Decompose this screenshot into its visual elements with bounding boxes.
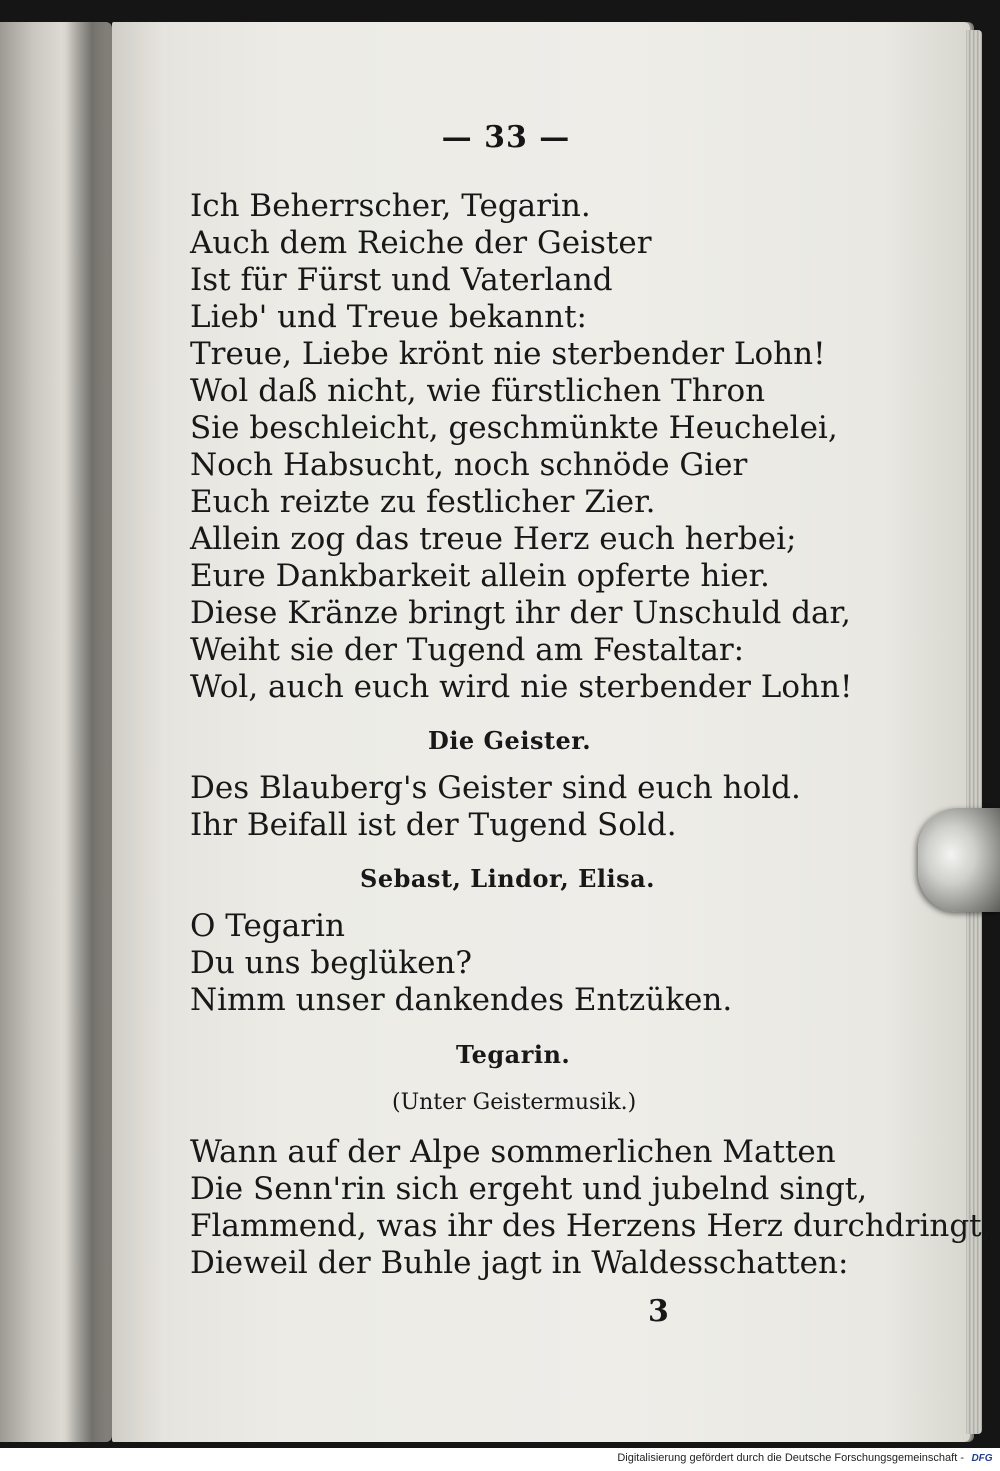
verse-line: Diese Kränze bringt ihr der Unschuld dar, <box>190 595 851 631</box>
verse-line: Wann auf der Alpe sommerlichen Matten <box>190 1134 836 1170</box>
footer-bar <box>0 1448 1000 1471</box>
verse-line: Nimm unser dankendes Entzüken. <box>190 982 733 1018</box>
verse-line: Noch Habsucht, noch schnöde Gier <box>190 447 748 483</box>
verse-line: Des Blauberg's Geister sind euch hold. <box>190 770 801 806</box>
verse-line: Euch reizte zu festlicher Zier. <box>190 484 656 520</box>
speaker-heading-geister: Die Geister. <box>428 726 592 755</box>
speaker-heading-tegarin: Tegarin. <box>456 1040 571 1069</box>
verse-line: Auch dem Reiche der Geister <box>190 225 652 261</box>
verse-line: Wol, auch euch wird nie sterbender Lohn! <box>190 669 853 705</box>
verse-line: O Tegarin <box>190 908 345 944</box>
signature-mark: 3 <box>648 1294 669 1329</box>
verse-line: Ist für Fürst und Vaterland <box>190 262 613 298</box>
verse-line: Wol daß nicht, wie fürstlichen Thron <box>190 373 766 409</box>
dfg-logo: DFG <box>971 1453 993 1464</box>
verse-line: Ich Beherrscher, Tegarin. <box>190 188 591 224</box>
verse-line: Ihr Beifall ist der Tugend Sold. <box>190 807 677 843</box>
speaker-heading-trio: Sebast, Lindor, Elisa. <box>360 864 656 893</box>
verse-line: Treue, Liebe krönt nie sterbender Lohn! <box>190 336 826 372</box>
stage-direction: (Unter Geistermusik.) <box>392 1090 637 1115</box>
funding-credit: Digitalisierung gefördert durch die Deutsche Forschungsgemeinschaft - <box>617 1452 964 1464</box>
page-clip-holder <box>918 808 1000 912</box>
verse-line: Du uns beglüken? <box>190 945 472 981</box>
verse-line: Allein zog das treue Herz euch herbei; <box>190 521 797 557</box>
page-number: — 33 — <box>441 120 571 155</box>
verse-line: Eure Dankbarkeit allein opferte hier. <box>190 558 770 594</box>
verse-line: Lieb' und Treue bekannt: <box>190 299 587 335</box>
verse-line: Flammend, was ihr des Herzens Herz durchdringt, <box>190 1208 992 1244</box>
verse-line: Dieweil der Buhle jagt in Waldesschatten: <box>190 1245 849 1281</box>
verse-line: Weiht sie der Tugend am Festaltar: <box>190 632 745 668</box>
verse-line: Die Senn'rin sich ergeht und jubelnd singt, <box>190 1171 868 1207</box>
verse-line: Sie beschleicht, geschmünkte Heuchelei, <box>190 410 838 446</box>
